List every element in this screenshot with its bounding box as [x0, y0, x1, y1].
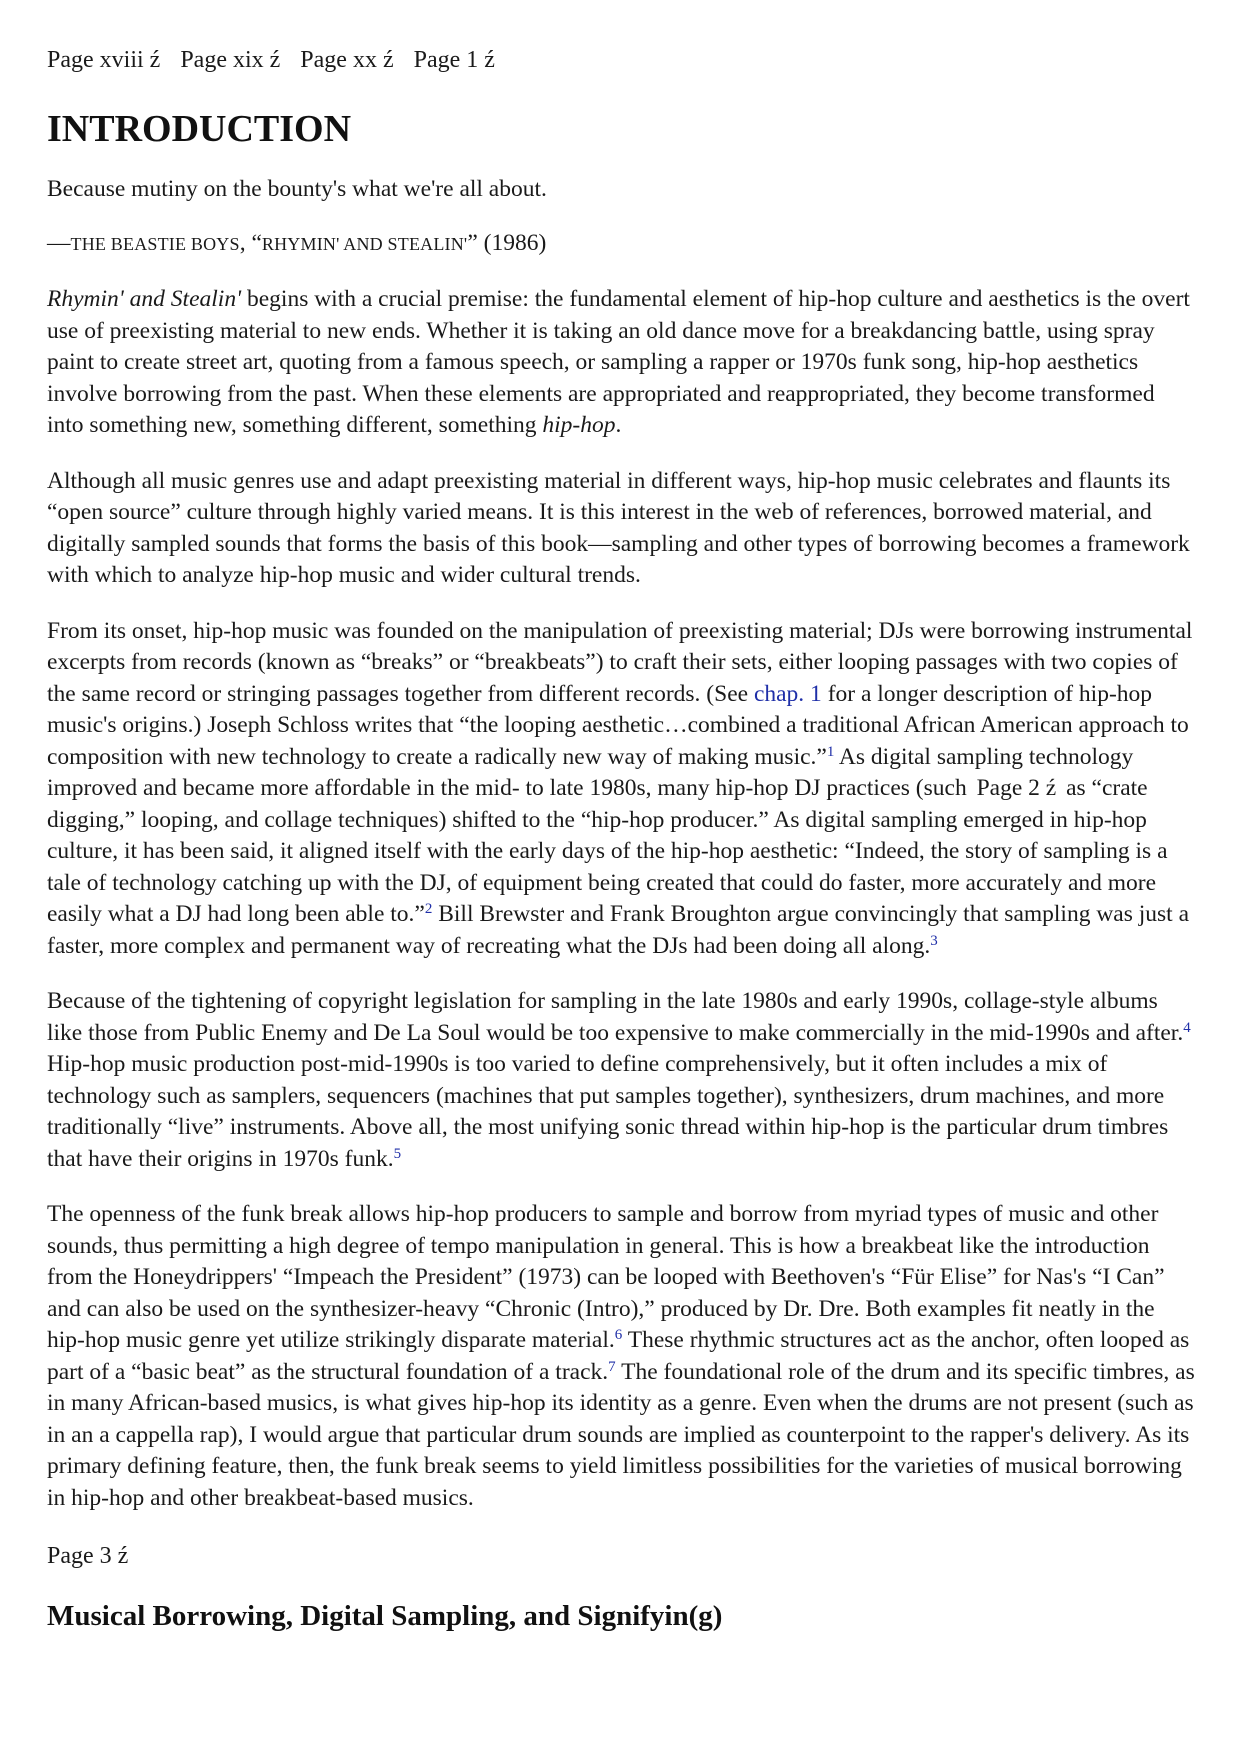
p5-text-b: These rhythmic structures act as the anchor, often looped as part of a “basic beat” as the structural foundation of a track. — [47, 1327, 1190, 1385]
page-marker-xviii[interactable]: Page xviii ź — [47, 47, 161, 73]
p3-text-d: as “crate digging,” looping, and collage techniques) shifted to the “hip-hop producer.” As digital sampling emerged in hip-hop culture, it has been said, it aligned itself with the early days of the hip-hop aesthetic: “Indeed, the story of sampling is a tale of technology catching up with the DJ, of equipment being created that could do faster, more accurately and more easily what a DJ had long been able to.” — [47, 775, 1168, 927]
p5-text-a: The openness of the funk break allows hip-hop producers to sample and borrow from myriad types of music and other sounds, thus permitting a high degree of tempo manipulation in general. This is how a breakbeat like the introduction from the Honeydrippers' “Impeach the President” (1973) can be looped with Beethoven's “Für Elise” for Nas's “I Can” and can also be used on the synthesizer-heavy “Chronic (Intro),” produced by Dr. Dre. Both examples fit neatly in the hip-hop music genre yet utilize strikingly disparate material. — [47, 1201, 1165, 1353]
p1-body: begins with a crucial premise: the fundamental element of hip-hop culture and aesthetics is the overt use of preexisting material to new ends. Whether it is taking an old dance move for a breakdancing battle, using spray paint to create street art, quoting from a famous speech, or sampling a rapper or 1970s funk song, hip-hop aesthetics involve borrowing from the past. When these elements are appropriated and reappropriated, they become transformed into something new, something different, something — [47, 286, 1190, 438]
attribution-comma: , “ — [239, 229, 262, 256]
chapter-1-link[interactable]: chap. 1 — [753, 680, 822, 707]
attribution-dash: — — [47, 229, 71, 256]
footnote-7-link[interactable]: 7 — [608, 1358, 616, 1375]
footnote-1-link[interactable]: 1 — [826, 743, 835, 760]
p4-text-b: Hip-hop music production post-mid-1990s is too varied to define comprehensively, but it often includes a mix of technology such as samplers, sequencers (machines that put samples together), synthesizers, drum machines, and more traditionally “live” instruments. Above all, the most unifying sonic thread within hip-hop is the particular drum timbres that have their origins in 1970s funk. — [47, 1051, 1169, 1172]
chapter-title: INTRODUCTION — [47, 108, 352, 150]
p1-lead-italic: Rhymin' and Stealin' — [47, 286, 242, 312]
p1-end-italic: hip-hop — [542, 412, 616, 438]
p3-text-a: From its onset, hip-hop music was founded on the manipulation of preexisting material; DJs were borrowing instrumental excerpts from records (known as “breaks” or “breakbeats”) to craft their sets, either looping passages with two copies of the same record or stringing passages together from different records. (See — [47, 617, 1193, 707]
footnote-6-link[interactable]: 6 — [614, 1327, 623, 1343]
p1-period: . — [615, 412, 622, 438]
paragraph-1 — [47, 284, 1196, 442]
paragraph-5 — [47, 1199, 1196, 1514]
attribution-close: ” (1986) — [467, 229, 547, 256]
epigraph: Because mutiny on the bounty's what we're all about. — [47, 176, 547, 202]
p4-text-a: Because of the tightening of copyright legislation for sampling in the late 1980s and early 1990s, collage-style albums like those from Public Enemy and De La Soul would be too expensive to make commercially in the mid-1990s and after. — [47, 988, 1184, 1046]
footnote-5-link[interactable]: 5 — [393, 1145, 402, 1162]
p3-text-b: for a longer description of hip-hop music's origins.) Joseph Schloss writes that “the looping aesthetic…combined a traditional African American approach to composition with new technology to create a radically new way of making music.” — [47, 680, 1189, 770]
attribution-song: RHYMIN' AND STEALIN' — [261, 233, 468, 254]
page-marker-2[interactable]: Page 2 ź — [976, 775, 1057, 801]
footnote-3-link[interactable]: 3 — [930, 932, 938, 949]
page-marker-3[interactable]: Page 3 ź — [47, 1543, 129, 1569]
p3-text-c: As digital sampling technology improved and became more affordable in the mid- to late 1980s, many hip-hop DJ practices (such — [47, 743, 1134, 801]
p3-text-e: Bill Brewster and Frank Broughton argue convincingly that sampling was just a faster, more complex and permanent way of recreating what the DJs had been doing all along. — [47, 901, 1190, 959]
page-marker-xx[interactable]: Page xx ź — [300, 47, 394, 73]
p5-text-c: The foundational role of the drum and its specific timbres, as in many African-based musics, is what gives hip-hop its identity as a genre. Even when the drums are not present (such as in an a cappella rap), I would argue that particular drum sounds are implied as counterpoint to the rapper's delivery. As its primary defining feature, then, the funk break seems to yield limitless possibilities for the varieties of musical borrowing in hip-hop and other breakbeat-based musics. — [47, 1358, 1195, 1511]
footnote-2-link[interactable]: 2 — [424, 901, 433, 917]
page-marker-xix[interactable]: Page xix ź — [180, 47, 281, 73]
footnote-4-link[interactable]: 4 — [1183, 1019, 1191, 1036]
paragraph-4 — [47, 986, 1196, 1175]
page-marker-1[interactable]: Page 1 ź — [413, 47, 495, 73]
paragraph-2: Although all music genres use and adapt preexisting material in different ways, hip-hop music celebrates and flaunts its “open source” culture through highly varied means. It is this interest in the web of references, borrowed material, and digitally sampled sounds that forms the basis of this book—sampling and other types of borrowing becomes a framework with which to analyze hip-hop music and wider cultural trends. — [47, 467, 1190, 588]
section-heading: Musical Borrowing, Digital Sampling, and Signifyin(g) — [47, 1600, 723, 1632]
paragraph-3 — [47, 616, 1196, 963]
attribution-artist: THE BEASTIE BOYS — [70, 233, 240, 254]
page-markers — [47, 42, 1196, 78]
epigraph-attribution — [47, 228, 1196, 261]
